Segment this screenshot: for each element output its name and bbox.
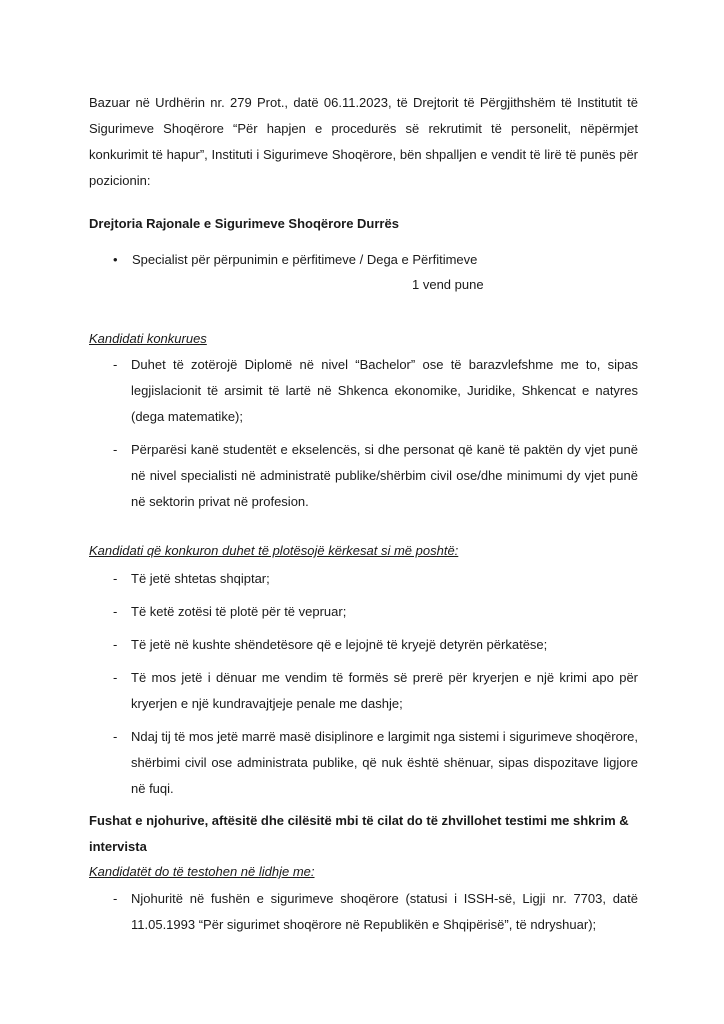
vacancy-count: 1 vend pune — [412, 277, 484, 292]
list-item-text: Përparësi kanë studentët e ekselencës, si dhe personat që kanë të paktën dy vjet punë në nivel specialisti në administratë publike/shërbim civil ose/dhe minimumi dy vjet punë në sektorin privat në profesion. — [131, 442, 638, 509]
conditions-list — [113, 566, 638, 809]
dash-marker: - — [113, 357, 118, 372]
testing-topics-list — [113, 886, 638, 945]
list-item — [113, 632, 638, 658]
list-item — [113, 599, 638, 625]
list-item-text: Njohuritë në fushën e sigurimeve shoqërore (statusi i ISSH-së, Ligji nr. 7703, datë 11.05.1993 “Për sigurimet shoqërore në Republikën e Shqipërisë”, të ndryshuar); — [131, 891, 638, 932]
dash-marker: - — [113, 604, 118, 619]
list-item — [113, 352, 638, 430]
dash-marker: - — [113, 442, 118, 457]
list-item-text: Ndaj tij të mos jetë marrë masë disiplinore e largimit nga sistemi i sigurimeve shoqërore, shërbimi civil ose administrata publike, që nuk është shënuar, sipas dispozitave ligjore në fuqi. — [131, 729, 638, 796]
list-item — [113, 437, 638, 515]
intro-paragraph: Bazuar në Urdhërin nr. 279 Prot., datë 06.11.2023, të Drejtorit të Përgjithshëm të Institutit të Sigurimeve Shoqërore “Për hapjen e procedurës së rekrutimit të personelit, nëpërmjet konkurimit të hapur”, Instituti i Sigurimeve Shoqërore, bën shpalljen e vendit të lirë të punës për pozicionin: — [89, 95, 638, 188]
dash-marker: - — [113, 729, 118, 744]
dash-marker: - — [113, 670, 118, 685]
list-item-text: Të ketë zotësi të plotë për të vepruar; — [131, 604, 347, 619]
dash-marker: - — [113, 571, 118, 586]
position-title: Specialist për përpunimin e përfitimeve / Dega e Përfitimeve — [132, 252, 478, 267]
dash-marker: - — [113, 891, 118, 906]
dash-marker: - — [113, 637, 118, 652]
section-title-candidate: Kandidati konkurues — [89, 331, 207, 346]
list-item-text: Të mos jetë i dënuar me vendim të formës së prerë për kryerjen e një krimi apo për kryerjen e një kundravajtjeje penale me dashje; — [131, 670, 638, 711]
section-subtitle-testing: Kandidatët do të testohen në lidhje me: — [89, 864, 315, 879]
list-item-text: Të jetë në kushte shëndetësore që e lejojnë të kryejë detyrën përkatëse; — [131, 637, 548, 652]
section-title-testing: Fushat e njohurive, aftësitë dhe cilësitë mbi të cilat do të zhvillohet testimi me shkrim & intervista — [89, 813, 629, 854]
bullet-icon: • — [113, 252, 118, 267]
candidate-requirements-list — [113, 352, 638, 522]
list-item-text: Të jetë shtetas shqiptar; — [131, 571, 270, 586]
list-item — [113, 724, 638, 802]
list-item — [113, 665, 638, 717]
list-item-text: Duhet të zotërojë Diplomë në nivel “Bachelor” ose të barazvlefshme me to, sipas legjislacionit të arsimit të lartë në Shkenca ekonomike, Juridike, Shkencat e natyres (dega matematike); — [131, 357, 638, 424]
directorate-heading: Drejtoria Rajonale e Sigurimeve Shoqërore Durrës — [89, 216, 399, 231]
list-item — [113, 566, 638, 592]
list-item — [113, 886, 638, 938]
section-title-conditions: Kandidati që konkuron duhet të plotësojë kërkesat si më poshtë: — [89, 543, 459, 558]
